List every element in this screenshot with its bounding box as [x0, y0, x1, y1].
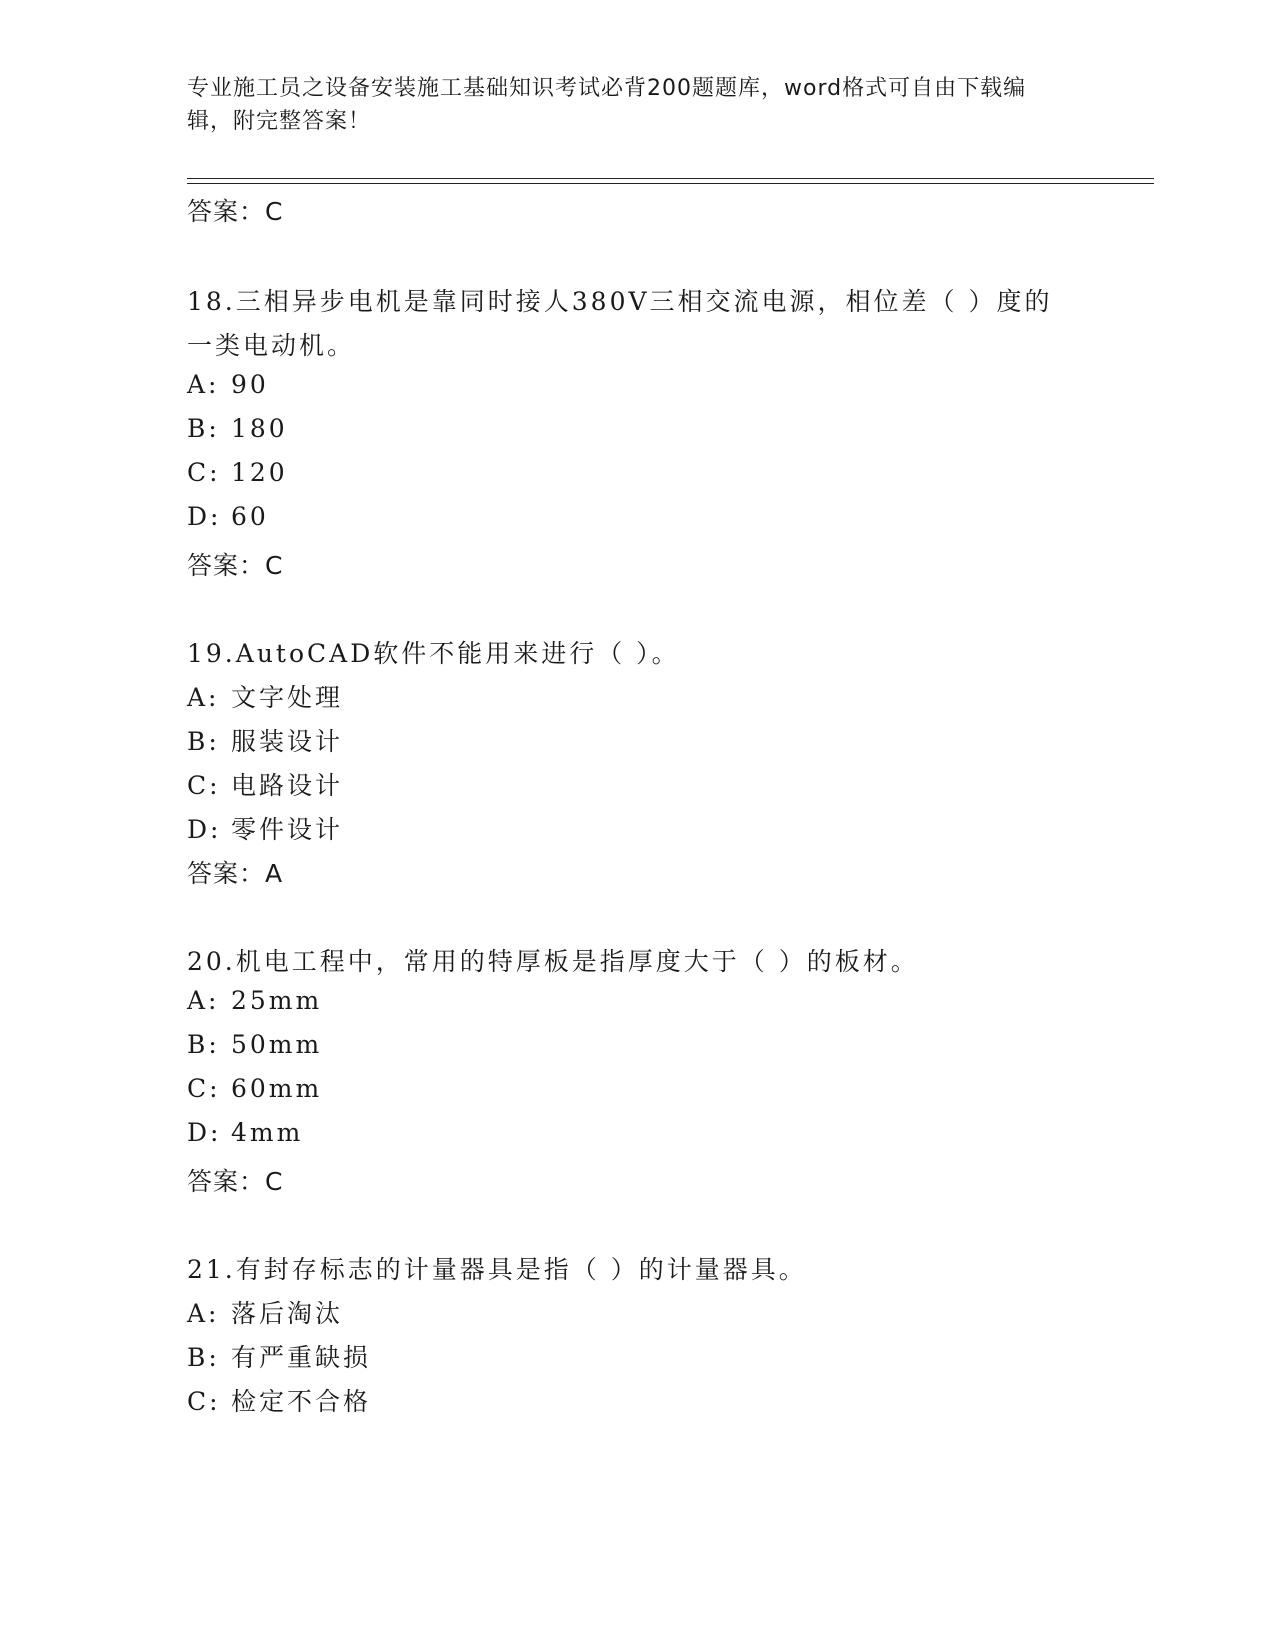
question-18-text-cont: 一类电动机。 — [187, 331, 356, 360]
option-text: 落后淘汰 — [231, 1299, 344, 1328]
option-text: 服装设计 — [231, 727, 344, 756]
question-21-text: 21.有封存标志的计量器具是指（ ）的计量器具。 — [187, 1255, 807, 1284]
option-text: 90 — [231, 370, 269, 399]
option-letter: C: — [187, 771, 221, 800]
question-19-answer: 答案：A — [187, 859, 284, 888]
option-text: 180 — [231, 414, 288, 443]
option-letter: B: — [187, 727, 220, 756]
option-text: 零件设计 — [231, 815, 344, 844]
question-18-option-a — [187, 370, 269, 399]
question-18-option-c — [187, 458, 288, 487]
question-18-option-d — [187, 502, 269, 531]
question-19-text: 19.AutoCAD软件不能用来进行（ ）。 — [187, 639, 680, 668]
question-19-option-a — [187, 678, 343, 714]
option-text: 文字处理 — [231, 683, 344, 712]
question-20-text: 20.机电工程中，常用的特厚板是指厚度大于（ ）的板材。 — [187, 947, 919, 976]
header-rule-top — [187, 178, 1154, 179]
question-19-option-d — [187, 810, 343, 846]
option-text: 60 — [231, 502, 269, 531]
option-letter: D: — [187, 1118, 222, 1147]
question-19-option-b — [187, 722, 343, 758]
question-18-text: 18.三相异步电机是靠同时接人380V三相交流电源，相位差（ ）度的 — [187, 287, 1053, 316]
option-text: 有严重缺损 — [231, 1343, 372, 1372]
option-letter: B: — [187, 1030, 220, 1059]
question-20-option-a — [187, 986, 322, 1015]
question-21-option-a — [187, 1294, 343, 1330]
question-19-option-c — [187, 766, 343, 802]
option-letter: B: — [187, 1343, 220, 1372]
option-text: 电路设计 — [231, 771, 344, 800]
question-18-option-b — [187, 414, 288, 443]
question-21-option-c — [187, 1382, 371, 1418]
question-20-option-d — [187, 1118, 303, 1147]
option-letter: D: — [187, 502, 222, 531]
option-letter: D: — [187, 815, 222, 844]
question-20-option-b — [187, 1030, 322, 1059]
option-text: 50mm — [231, 1030, 323, 1059]
page-header: 专业施工员之设备安装施工基础知识考试必背200题题库，word格式可自由下载编辑，附完整答案！ — [187, 76, 1027, 134]
option-letter: A: — [187, 683, 220, 712]
option-text: 4mm — [231, 1118, 304, 1147]
option-text: 120 — [231, 458, 288, 487]
header-rule-bottom — [187, 183, 1154, 184]
question-20-option-c — [187, 1074, 322, 1103]
question-18-answer: 答案：C — [187, 551, 284, 580]
option-letter: A: — [187, 1299, 220, 1328]
question-20-answer: 答案：C — [187, 1167, 284, 1196]
option-letter: B: — [187, 414, 220, 443]
option-letter: C: — [187, 1074, 221, 1103]
answer-previous: 答案：C — [187, 197, 284, 226]
option-letter: A: — [187, 370, 220, 399]
option-letter: A: — [187, 986, 220, 1015]
option-text: 25mm — [231, 986, 323, 1015]
option-text: 检定不合格 — [231, 1387, 372, 1416]
option-letter: C: — [187, 458, 221, 487]
option-text: 60mm — [231, 1074, 323, 1103]
question-21-option-b — [187, 1338, 371, 1374]
option-letter: C: — [187, 1387, 221, 1416]
